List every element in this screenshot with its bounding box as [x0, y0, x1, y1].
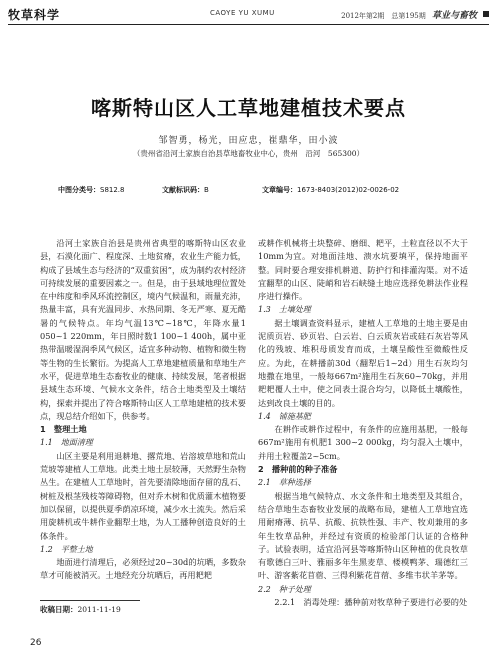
body-paragraph: 地面进行清理后，必须经过20~30d的坑晒，多数杂草才可能被消灭。土地经充分坑晒后，再用耙耙 [40, 557, 246, 581]
article-title: 喀斯特山区人工草地建植技术要点 [91, 96, 406, 120]
body-paragraph: 或耕作机械将土块整碎、磨细、耙平，土粒直径以不大于10mm为宜。对地面洼地、溃水坑要填平，保持地面平整。同时要合理安排机耕道、防护行和排灌沟渠。对不适宜翻犁的山区、陡峭和岩石峡缝土地应选择免耕法作业程序进行操作。 [258, 238, 468, 302]
page-number: 26 [30, 638, 42, 648]
body-paragraph: 根据当地气候特点、水文条件和土地类型及其组合，结合草地生态畜牧业发展的战略布局，建植人工草地宜选用耐瘠薄、抗旱、抗酸、抗铁性强、丰产、牧刈兼用的多年生牧草品种，并经过有资质的检验部门认证的合格种子。试验表明，适宜沿河县等喀斯特山区种植的优良牧草有歌德白三叶、雅丽多年生黑麦草、楼模鸭茅、瑞德红三叶、游客紫花苜蓿、三得利紫花苜蓿、多维韦状羊茅等。 [258, 490, 468, 581]
document-code: 文献标识码：B [162, 186, 209, 194]
subsection-heading: 1.1 地面清理 [40, 438, 93, 448]
subsection-heading: 1.4 铺施基肥 [258, 411, 311, 421]
issue-number: 2012年第2期 总第195期 [341, 12, 426, 20]
received-date: 收稿日期：2011-11-19 [40, 605, 121, 614]
clc-number: 中图分类号：S812.8 [58, 186, 125, 194]
intro-paragraph: 沿河土家族自治县是贵州省典型的喀斯特山区农业县，石漠化面广、程度深、土地贫瘠，农业生产能力低，构成了县域生态与经济的“双重贫困”，成为制约农村经济可持续发展的重要因素之一。但是，由于县域地理位置处在中纬度和季风环流控制区，境内气候温和，雨量充沛，热量丰富，具有光温同步、水热同期、冬无严寒、夏无酷暑的气候特点。年均气温13℃~18℃，年降水量1 050~1 220mm，年日照时数1 100~1 400h，属中亚热带温暖湿润季风气候区，适宜多种动物、植物和微生物等生物的生长繁衍。为提高人工草地建植质量和草地生产水平，促进草地生态畜牧业的健康、持续发展，笔者根据县域生态环境、气候水文条件，结合土地类型及土壤结构，探索并提出了符合喀斯特山区人工草地建植的技术要点，现总结介绍如下，供参考。 [40, 238, 246, 421]
footnote-rule [40, 600, 140, 601]
body-paragraph: 2.2.1 消毒处理：播种前对牧草种子要进行必要的处 [274, 597, 468, 608]
header-rule [8, 24, 489, 25]
journal-name: 牧草科学 [8, 8, 61, 22]
body-paragraph: 据土壤调查资料显示，建植人工草地的土地主要是由泥质页岩、砂页岩、白云岩、白云质灰岩或硅石灰岩等风化的残坡、堆积母质发育而成，土壤呈酸性至微酸性反应。为此，在耕播前30d（翻犁后1~2d）用生石灰均匀地撒在地里，一般每667m²施用生石灰60~70kg，并用耙耙覆人土中，使之同表土混合均匀，以降低土壤酸性，达到改良土壤的目的。 [258, 317, 468, 408]
header-square-icon [483, 11, 489, 17]
article-affiliation: （贵州省沿河土家族自治县草地畜牧业中心，贵州 沿河 565300） [132, 149, 365, 158]
subsection-heading: 2.1 草种选择 [258, 478, 311, 488]
subsection-heading: 1.3 土壤处理 [258, 305, 311, 315]
subsection-heading: 2.2 种子处理 [258, 584, 311, 594]
section-heading: 1 整理土地 [40, 424, 87, 435]
body-column-left [40, 237, 246, 583]
section-brand: 草业与畜牧 [431, 11, 477, 21]
body-column-right [258, 237, 468, 609]
section-heading: 2 播种前的种子准备 [258, 464, 338, 475]
article-authors: 邹智勇，杨光，田应忠，崔鼎华，田小波 [158, 136, 339, 146]
journal-pinyin: CAOYE YU XUMU [210, 9, 275, 17]
issue-info [341, 8, 477, 21]
article-id: 文章编号：1673-8403(2012)02-0026-02 [262, 186, 400, 194]
subsection-heading: 1.2 平整土地 [40, 544, 93, 554]
running-header [0, 0, 497, 30]
body-paragraph: 在耕作或耕作过程中，有条件的应施用基肥，一般每667m²施用有机肥1 300~2 000kg，均匀混入土壤中，并用土粒覆盖2~5cm。 [258, 424, 468, 461]
body-paragraph: 山区主要是利用退耕地、撂荒地、岩溶坡草地和荒山荒坡等建植人工草地。此类土地土层较薄，天然野生杂物丛生。在建植人工草地时，首先要清除地面存留的乱石、树桩及根茎残枝等障碍物，但对乔木树和优质灌木植物要加以保留，以提供夏季荫凉环境，减少水土流失。然后采用旋耕机或牛耕作业翻犁土地，为人工播种创造良好的土体条件。 [40, 450, 246, 541]
